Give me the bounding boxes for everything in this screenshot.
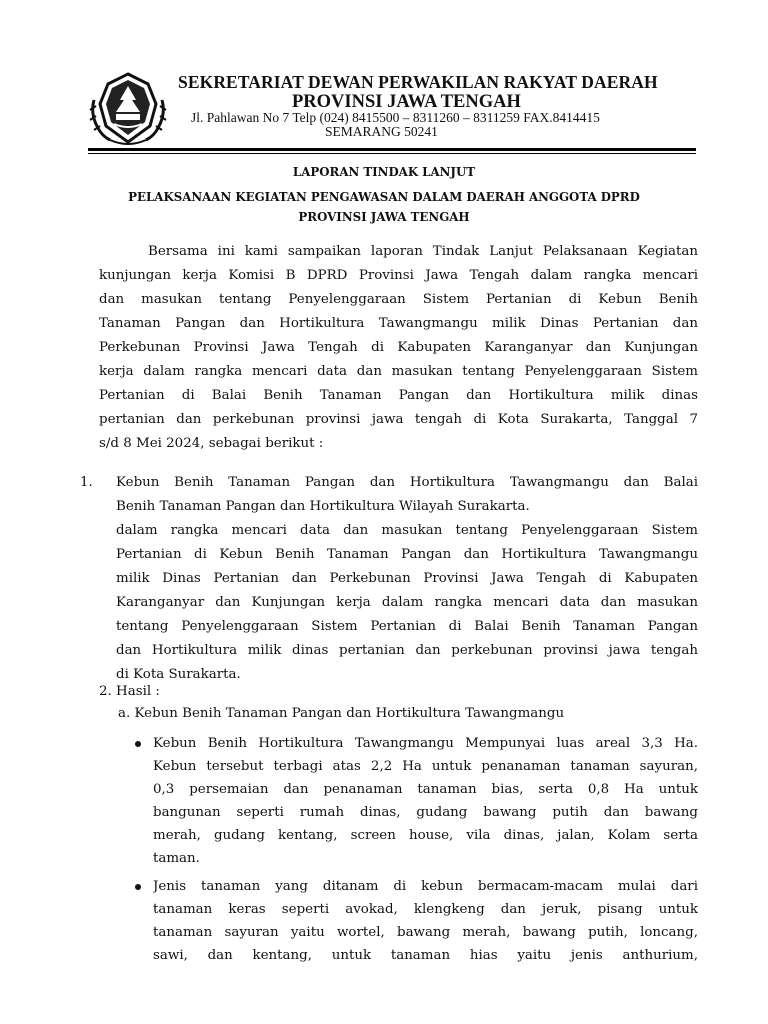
intro-line: kunjungan kerja Komisi B DPRD Provinsi Jawa Tengah dalam rangka mencari <box>99 268 698 283</box>
report-title-line-2: PELAKSANAAN KEGIATAN PENGAWASAN DALAM DAERAH ANGGOTA DPRD <box>128 190 640 204</box>
bullet-1-line: merah, gudang kentang, screen house, vila dinas, jalan, Kolam serta <box>153 828 698 843</box>
letterhead-province: PROVINSI JAWA TENGAH <box>292 92 521 112</box>
item-1-line: dan Hortikultura milik dinas pertanian dan perkebunan provinsi jawa tengah <box>116 643 698 658</box>
item-1-line: milik Dinas Pertanian dan Perkebunan Provinsi Jawa Tengah di Kabupaten <box>116 571 698 586</box>
bullet-1-line: Kebun tersebut terbagi atas 2,2 Ha untuk penanaman tanaman sayuran, <box>153 759 698 774</box>
intro-line: Perkebunan Provinsi Jawa Tengah di Kabupaten Karanganyar dan Kunjungan <box>99 340 698 355</box>
letterhead-city: SEMARANG 50241 <box>325 124 438 139</box>
bullet-2-line: tanaman sayuran yaitu wortel, bawang merah, bawang putih, loncang, <box>153 925 698 940</box>
bullet-2-line: tanaman keras seperti avokad, klengkeng dan jeruk, pisang untuk <box>153 902 698 917</box>
central-java-coat-of-arms-icon <box>88 70 168 148</box>
item-1-line: Karanganyar dan Kunjungan kerja dalam rangka mencari data dan masukan <box>116 595 698 610</box>
item-1-line: dalam rangka mencari data dan masukan tentang Penyelenggaraan Sistem <box>116 523 698 538</box>
bullet-1-line: bangunan seperti rumah dinas, gudang bawang putih dan bawang <box>153 805 698 820</box>
item-1-line: tentang Penyelenggaraan Sistem Pertanian di Balai Benih Tanaman Pangan <box>116 619 698 634</box>
bullet-1-line: 0,3 persemaian dan penanaman tanaman bias, serta 0,8 Ha untuk <box>153 782 698 797</box>
item-1-marker: 1. <box>80 475 93 490</box>
intro-line: dan masukan tentang Penyelenggaraan Sistem Pertanian di Kebun Benih <box>99 292 698 307</box>
letterhead-address: Jl. Pahlawan No 7 Telp (024) 8415500 – 8311260 – 8311259 FAX.8414415 <box>191 110 600 125</box>
item-1-line: di Kota Surakarta. <box>116 667 241 682</box>
bullet-dot <box>135 741 141 747</box>
item-2-sub-a: a. Kebun Benih Tanaman Pangan dan Hortikultura Tawangmangu <box>118 706 565 721</box>
item-2-heading: 2. Hasil : <box>99 684 160 699</box>
intro-line: Pertanian di Balai Benih Tanaman Pangan dan Hortikultura milik dinas <box>99 388 698 403</box>
intro-line: Bersama ini kami sampaikan laporan Tindak Lanjut Pelaksanaan Kegiatan <box>148 244 698 259</box>
item-1-line: Benih Tanaman Pangan dan Hortikultura Wilayah Surakarta. <box>116 499 530 514</box>
bullet-1-line: Kebun Benih Hortikultura Tawangmangu Mempunyai luas areal 3,3 Ha. <box>153 736 698 751</box>
intro-line: Tanaman Pangan dan Hortikultura Tawangmangu milik Dinas Pertanian dan <box>99 316 698 331</box>
item-1-line: Kebun Benih Tanaman Pangan dan Hortikultura Tawangmangu dan Balai <box>116 475 698 490</box>
letterhead-divider-thin <box>88 153 696 154</box>
bullet-1-line: taman. <box>153 851 200 866</box>
bullet-2-line: Jenis tanaman yang ditanam di kebun bermacam-macam mulai dari <box>153 879 698 894</box>
letterhead-divider-thick <box>88 148 696 151</box>
intro-line: kerja dalam rangka mencari data dan masukan tentang Penyelenggaraan Sistem <box>99 364 698 379</box>
letterhead-institution: SEKRETARIAT DEWAN PERWAKILAN RAKYAT DAERAH <box>178 72 658 92</box>
bullet-dot <box>135 884 141 890</box>
report-title-line-3: PROVINSI JAWA TENGAH <box>298 210 470 224</box>
bullet-2-line: sawi, dan kentang, untuk tanaman hias yaitu jenis anthurium, <box>153 948 698 963</box>
item-1-line: Pertanian di Kebun Benih Tanaman Pangan dan Hortikultura Tawangmangu <box>116 547 698 562</box>
intro-line: s/d 8 Mei 2024, sebagai berikut : <box>99 436 324 451</box>
intro-line: pertanian dan perkebunan provinsi jawa tengah di Kota Surakarta, Tanggal 7 <box>99 412 698 427</box>
report-title-line-1: LAPORAN TINDAK LANJUT <box>292 165 476 179</box>
